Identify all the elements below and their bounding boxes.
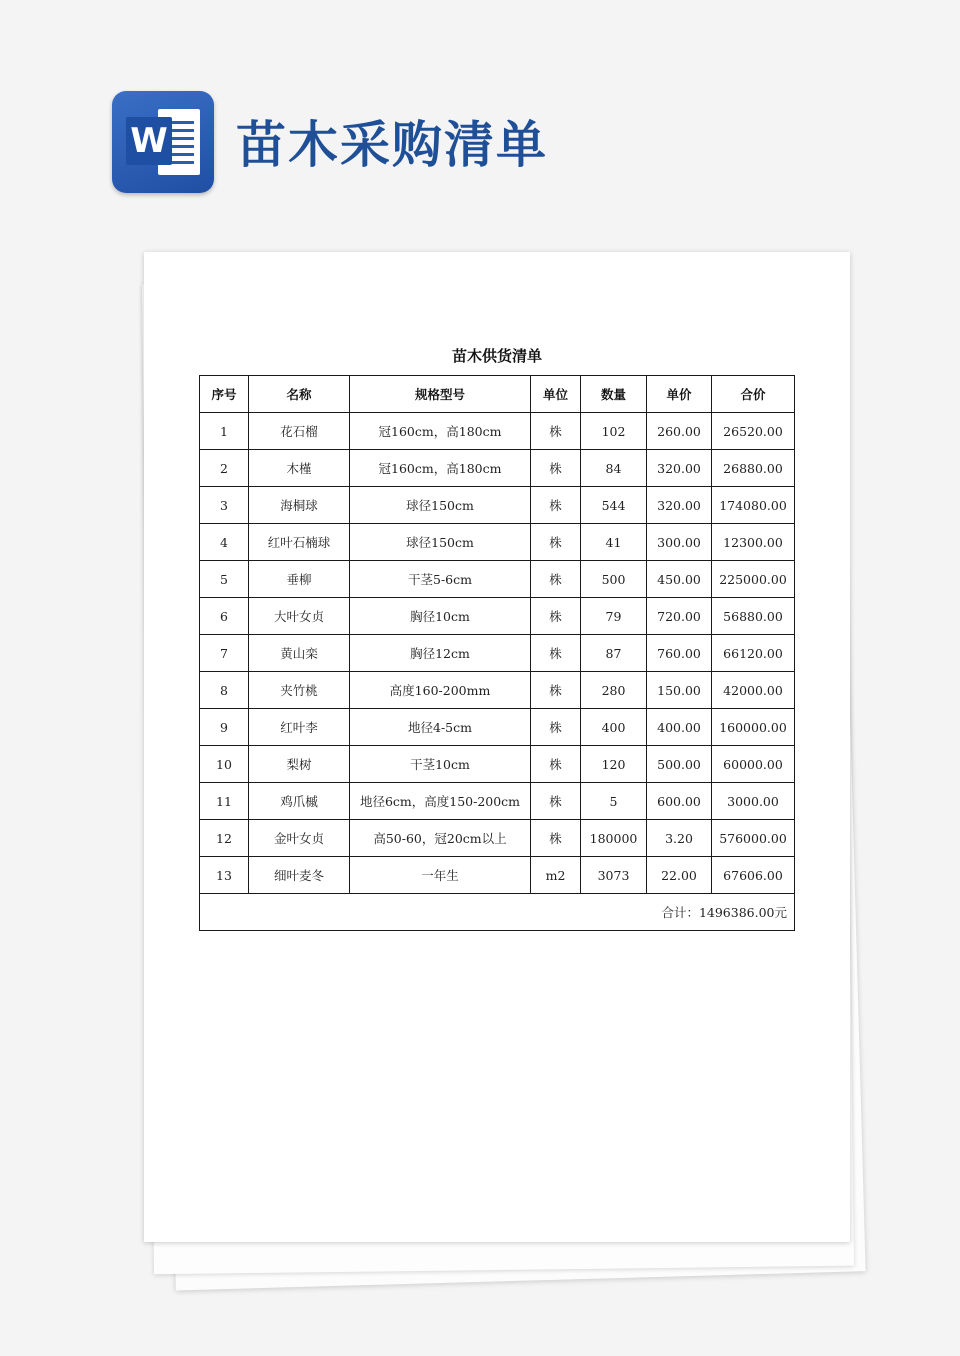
cell-quantity: 3073 [581,857,647,894]
cell-index: 6 [200,598,249,635]
table-row [200,672,795,709]
cell-unit: 株 [531,598,581,635]
table-row [200,413,795,450]
cell-name: 垂柳 [249,561,350,598]
cell-unit: 株 [531,450,581,487]
cell-index: 10 [200,746,249,783]
header-quantity: 数量 [581,376,647,413]
cell-unit-price: 3.20 [647,820,712,857]
cell-spec: 球径150cm [350,487,531,524]
table-row [200,450,795,487]
table-row [200,561,795,598]
cell-spec: 冠160cm，高180cm [350,450,531,487]
cell-total-price: 3000.00 [712,783,795,820]
word-app-icon [112,91,214,193]
table-row [200,709,795,746]
cell-name: 海桐球 [249,487,350,524]
cell-name: 红叶李 [249,709,350,746]
cell-unit: 株 [531,524,581,561]
cell-quantity: 87 [581,635,647,672]
word-w-icon: W [126,117,172,165]
cell-name: 梨树 [249,746,350,783]
document-page [144,252,850,1242]
page-title: 苗木采购清单 [236,116,548,174]
cell-unit: 株 [531,672,581,709]
cell-quantity: 180000 [581,820,647,857]
cell-name: 黄山栾 [249,635,350,672]
cell-quantity: 102 [581,413,647,450]
cell-unit: 株 [531,783,581,820]
cell-quantity: 544 [581,487,647,524]
cell-unit-price: 260.00 [647,413,712,450]
cell-unit: 株 [531,709,581,746]
header-unit: 单位 [531,376,581,413]
cell-unit: 株 [531,820,581,857]
cell-unit: m2 [531,857,581,894]
cell-name: 红叶石楠球 [249,524,350,561]
cell-spec: 胸径10cm [350,598,531,635]
cell-index: 13 [200,857,249,894]
cell-name: 细叶麦冬 [249,857,350,894]
cell-unit-price: 500.00 [647,746,712,783]
table-header-row [200,376,795,413]
cell-spec: 一年生 [350,857,531,894]
cell-unit-price: 600.00 [647,783,712,820]
cell-total-price: 56880.00 [712,598,795,635]
cell-index: 2 [200,450,249,487]
cell-unit-price: 320.00 [647,450,712,487]
cell-index: 3 [200,487,249,524]
table-title: 苗木供货清单 [451,347,542,365]
cell-name: 花石榴 [249,413,350,450]
cell-quantity: 41 [581,524,647,561]
cell-name: 夹竹桃 [249,672,350,709]
cell-unit: 株 [531,413,581,450]
table-row [200,487,795,524]
cell-total-price: 160000.00 [712,709,795,746]
cell-unit-price: 450.00 [647,561,712,598]
cell-name: 木槿 [249,450,350,487]
cell-unit-price: 760.00 [647,635,712,672]
cell-total-price: 576000.00 [712,820,795,857]
table-row [200,524,795,561]
cell-quantity: 5 [581,783,647,820]
cell-unit: 株 [531,746,581,783]
cell-spec: 冠160cm，高180cm [350,413,531,450]
supply-table [199,375,795,931]
cell-total-price: 26880.00 [712,450,795,487]
cell-total-price: 225000.00 [712,561,795,598]
header-name: 名称 [249,376,350,413]
cell-quantity: 84 [581,450,647,487]
table-row [200,783,795,820]
cell-quantity: 120 [581,746,647,783]
cell-spec: 球径150cm [350,524,531,561]
cell-unit-price: 720.00 [647,598,712,635]
cell-spec: 干茎5-6cm [350,561,531,598]
cell-index: 9 [200,709,249,746]
cell-spec: 胸径12cm [350,635,531,672]
cell-index: 5 [200,561,249,598]
header-index: 序号 [200,376,249,413]
cell-quantity: 280 [581,672,647,709]
cell-index: 4 [200,524,249,561]
cell-spec: 地径6cm，高度150-200cm [350,783,531,820]
cell-spec: 高度160-200mm [350,672,531,709]
cell-spec: 干茎10cm [350,746,531,783]
cell-index: 7 [200,635,249,672]
cell-name: 金叶女贞 [249,820,350,857]
table-row [200,635,795,672]
cell-name: 大叶女贞 [249,598,350,635]
cell-total-price: 67606.00 [712,857,795,894]
cell-index: 11 [200,783,249,820]
cell-unit: 株 [531,487,581,524]
cell-index: 12 [200,820,249,857]
cell-quantity: 500 [581,561,647,598]
cell-unit: 株 [531,635,581,672]
cell-spec: 地径4-5cm [350,709,531,746]
cell-quantity: 79 [581,598,647,635]
header-unit-price: 单价 [647,376,712,413]
header-total-price: 合价 [712,376,795,413]
cell-index: 8 [200,672,249,709]
cell-total-price: 26520.00 [712,413,795,450]
cell-unit-price: 150.00 [647,672,712,709]
cell-index: 1 [200,413,249,450]
cell-quantity: 400 [581,709,647,746]
cell-total-price: 174080.00 [712,487,795,524]
cell-total-price: 12300.00 [712,524,795,561]
table-row [200,857,795,894]
table-row [200,820,795,857]
header-spec: 规格型号 [350,376,531,413]
cell-unit: 株 [531,561,581,598]
cell-name: 鸡爪槭 [249,783,350,820]
cell-unit-price: 22.00 [647,857,712,894]
table-row [200,598,795,635]
cell-unit-price: 300.00 [647,524,712,561]
cell-unit-price: 400.00 [647,709,712,746]
cell-unit-price: 320.00 [647,487,712,524]
cell-total-price: 66120.00 [712,635,795,672]
table-row [200,746,795,783]
cell-spec: 高50-60，冠20cm以上 [350,820,531,857]
table-total-row [200,894,795,931]
cell-total-price: 42000.00 [712,672,795,709]
grand-total: 合计：1496386.00元 [200,894,795,931]
cell-total-price: 60000.00 [712,746,795,783]
